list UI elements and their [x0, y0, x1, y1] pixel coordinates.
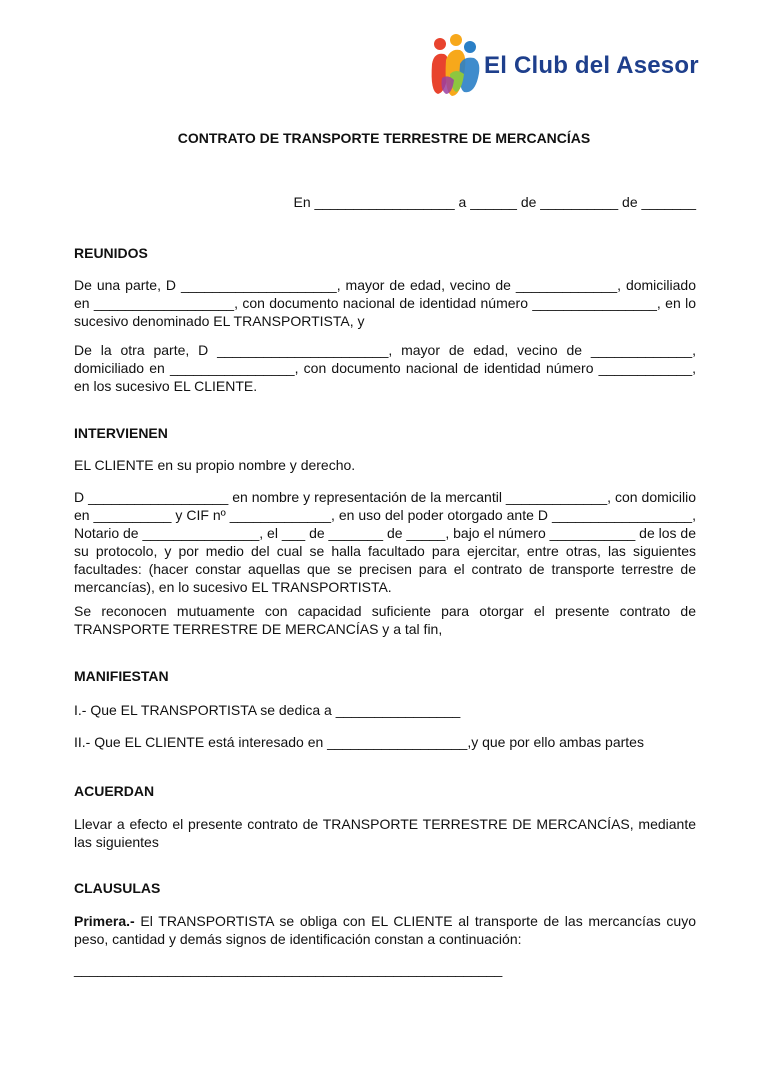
manifiestan-item-1: I.- Que EL TRANSPORTISTA se dedica a ________________	[74, 702, 461, 718]
document-title: CONTRATO DE TRANSPORTE TERRESTRE DE MERCANCÍAS	[177, 130, 591, 146]
acuerdan-paragraph: Llevar a efecto el presente contrato de TRANSPORTE TERRESTRE DE MERCANCÍAS, mediante las siguientes	[74, 816, 696, 850]
intervienen-paragraph-2: D __________________ en nombre y representación de la mercantil _____________, con domicilio en __________ y CIF nº _____________, en uso del poder otorgado ante D __________________, Notario de _______________, el ___ de _______ de _____, bajo el número ___________ de los de su protocolo, y por medio del cual se halla facultado para ejercitar, entre otras, las siguientes facultades: (hacer constar aquellas que se precisen para el contrato de transporte terrestre de mercancías), en lo sucesivo EL TRANSPORTISTA.	[74, 489, 696, 595]
heading-manifiestan: MANIFIESTAN	[74, 668, 169, 684]
logo-text: El Club del Asesor	[484, 52, 699, 79]
manifiestan-item-2: II.- Que EL CLIENTE está interesado en __________________,y que por ello ambas partes	[74, 734, 644, 750]
clausula-primera-text: El TRANSPORTISTA se obliga con EL CLIENTE al transporte de las mercancías cuyo peso, cantidad y demás signos de identificación constan a continuación:	[74, 913, 696, 947]
heading-clausulas: CLAUSULAS	[74, 880, 161, 896]
intervienen-paragraph-3: Se reconocen mutuamente con capacidad suficiente para otorgar el presente contrato de TRANSPORTE TERRESTRE DE MERCANCÍAS y a tal fin,	[74, 603, 696, 637]
club-people-icon	[428, 34, 484, 100]
clausula-primera	[74, 912, 696, 948]
reunidos-paragraph-1: De una parte, D ____________________, mayor de edad, vecino de _____________, domiciliado en __________________, con documento nacional de identidad número ________________, en lo sucesivo denominado EL TRANSPORTISTA, y	[74, 277, 696, 329]
heading-reunidos: REUNIDOS	[74, 245, 148, 261]
clausula-primera-label: Primera.-	[74, 913, 135, 929]
place-date-line: En __________________ a ______ de __________ de _______	[293, 194, 696, 210]
logo	[428, 34, 698, 100]
clausula-primera-blank-line: _______________________________________________________	[74, 961, 503, 977]
intervienen-paragraph-1: EL CLIENTE en su propio nombre y derecho.	[74, 457, 356, 473]
heading-acuerdan: ACUERDAN	[74, 783, 155, 799]
heading-intervienen: INTERVIENEN	[74, 425, 168, 441]
reunidos-paragraph-2: De la otra parte, D ______________________, mayor de edad, vecino de _____________, domiciliado en ________________, con documento nacional de identidad número ____________, en los sucesivo EL CLIENTE.	[74, 342, 696, 394]
